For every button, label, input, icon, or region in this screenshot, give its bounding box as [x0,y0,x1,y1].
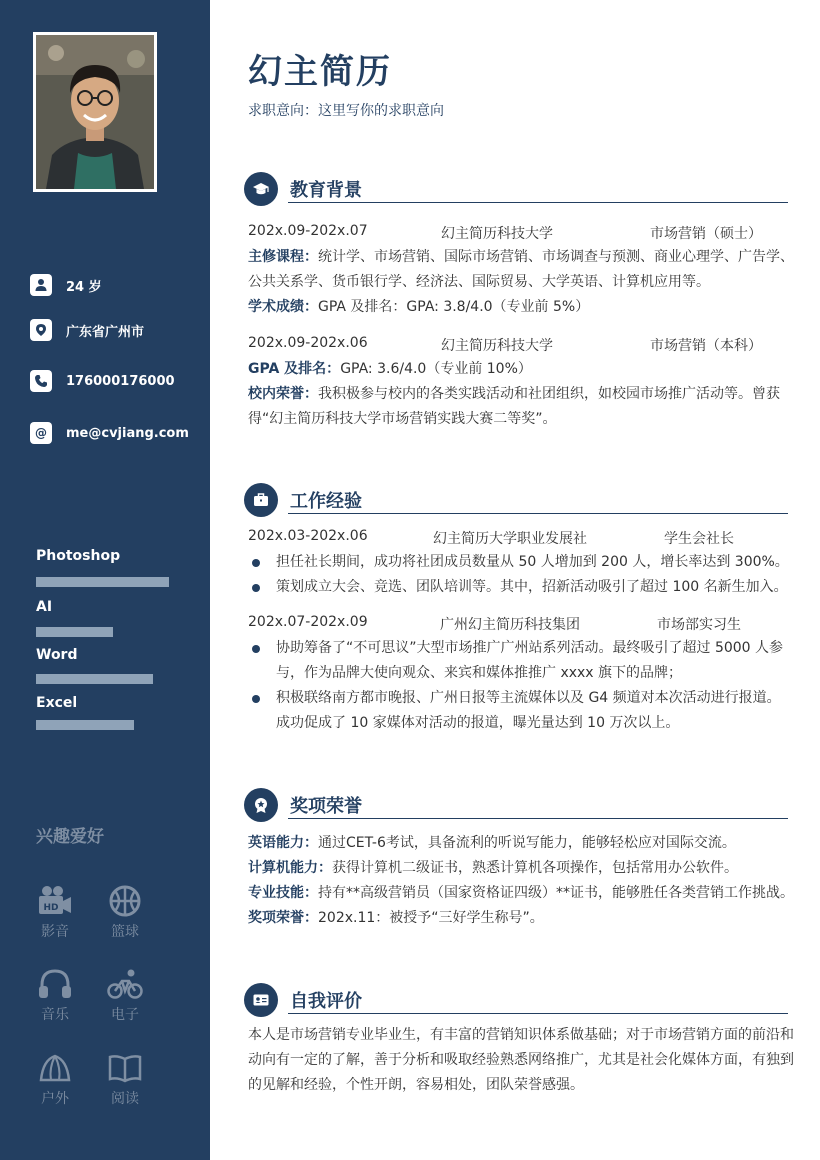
skill-name: Excel [36,695,78,711]
gpa-text: GPA: 3.6/4.0（专业前 10%） [340,361,532,377]
briefcase-icon [244,483,278,517]
person-icon [30,274,52,296]
section-title: 奖项荣誉 [290,796,362,817]
award-item [248,906,794,931]
skill-bar-track [36,720,169,730]
work-bullet: 策划成立大会、竞选、团队培训等。其中，招新活动吸引了超过 100 名新生加入。 [248,575,794,600]
courses-label: 主修课程： [248,249,318,265]
contact-email [30,422,189,444]
at-sign-icon [30,422,52,444]
award-text: 202x.11：被授予“三好学生称号”。 [318,910,544,926]
award-text: 通过CET-6考试，具备流利的听说写能力，能够轻松应对国际交流。 [318,835,736,851]
hobby-label: 阅读 [111,1091,139,1107]
edu-honor [248,382,794,432]
hobby-label: 篮球 [111,924,139,940]
section-divider [288,513,788,514]
work-entry-header [248,528,788,548]
edu-score [248,295,794,320]
edu-gpa [248,357,794,382]
edu-courses [248,245,794,295]
svg-text:HD: HD [43,903,59,913]
section-education-header [244,172,788,206]
section-awards-header [244,788,788,822]
location-text: 广东省广州市 [66,324,145,340]
contact-age [30,274,102,296]
work-period: 202x.07-202x.09 [248,614,368,630]
hobby-item [30,968,80,1024]
hobby-item [100,968,150,1024]
edu-period: 202x.09-202x.06 [248,335,368,351]
work-bullet: 积极联络南方都市晚报、广州日报等主流媒体以及 G4 频道对本次活动进行报道。成功促成了 10 家媒体对活动的报道，曝光量达到 10 万次以上。 [248,686,794,736]
work-bullet: 担任社长期间，成功将社团成员数量从 50 人增加到 200 人，增长率达到 300%。 [248,550,794,575]
hobby-label: 电子 [111,1007,139,1023]
svg-text:@: @ [35,426,47,440]
email-text: me@cvjiang.com [66,425,189,441]
work-role: 学生会社长 [664,531,734,547]
contact-location [30,319,144,341]
cyclist-icon [107,968,143,1000]
honor-label: 校内荣誉： [248,386,318,402]
person-portrait-image [36,35,154,189]
hobby-item [30,1052,80,1108]
section-work-header [244,483,788,517]
self-eval-text: 本人是市场营销专业毕业生，有丰富的营销知识体系做基础；对于市场营销方面的前沿和动向有一定的了解，善于分析和吸取经验熟悉网络推广，尤其是社会化媒体方面，有独到的见解和经验，个性开朗，容易相处，团队荣誉感强。 [248,1027,794,1093]
section-divider [288,202,788,203]
skill-name: AI [36,599,53,615]
work-period: 202x.03-202x.06 [248,528,368,544]
award-item [248,831,794,856]
edu-school: 幻主简历科技大学 [441,338,553,354]
job-intent: 求职意向：这里写你的求职意向 [248,103,444,119]
award-item [248,881,794,906]
hobbies-title: 兴趣爱好 [36,827,104,847]
hobby-label: 音乐 [41,1007,69,1023]
contact-phone [30,370,175,392]
age-text: 24 岁 [66,279,102,295]
gpa-label: GPA 及排名： [248,361,341,377]
skill-bar-track [36,627,169,637]
award-label: 专业技能： [248,885,318,901]
work-org: 幻主简历大学职业发展社 [433,531,587,547]
award-text: 持有**高级营销员（国家资格证四级）**证书，能够胜任各类营销工作挑战。 [318,885,794,901]
skill-name: Photoshop [36,548,121,564]
resume-name: 幻主简历 [248,52,392,92]
edu-major: 市场营销（硕士） [650,226,762,242]
skill-bar [36,674,153,684]
location-pin-icon [30,319,52,341]
score-label: 学术成绩： [248,299,318,315]
book-icon [107,1052,143,1084]
edu-period: 202x.09-202x.07 [248,223,368,239]
section-title: 教育背景 [290,180,362,201]
award-label: 英语能力： [248,835,318,851]
section-title: 工作经验 [290,491,362,512]
hobby-item [100,885,150,941]
skill-bar [36,720,134,730]
skill-bar-track [36,577,169,587]
tent-icon [37,1052,73,1084]
basketball-icon [107,885,143,917]
award-label: 计算机能力： [248,860,332,876]
main-content [210,0,820,1160]
award-text: 获得计算机二级证书，熟悉计算机各项操作，包括常用办公软件。 [332,860,738,876]
work-bullet: 协助筹备了“不可思议”大型市场推广广州站系列活动。最终吸引了超过 5000 人参与，作为品牌大使向观众、来宾和媒体推推广 xxxx 旗下的品牌； [248,636,794,686]
skill-name: Word [36,647,78,663]
education-entry-header [248,335,788,355]
hobby-item [100,1052,150,1108]
courses-text: 统计学、市场营销、国际市场营销、市场调查与预测、商业心理学、广告学、公共关系学、货币银行学、经济法、国际贸易、大学英语、计算机应用等。 [248,249,794,290]
section-divider [288,1013,788,1014]
honor-text: 我积极参与校内的各类实践活动和社团组织，如校园市场推广活动等。曾获得“幻主简历科技大学市场营销实践大赛二等奖”。 [248,386,780,427]
hobby-label: 影音 [41,924,69,940]
hobby-item [30,885,80,941]
headphones-icon [37,968,73,1000]
id-card-icon [244,983,278,1017]
edu-major: 市场营销（本科） [650,338,762,354]
award-item [248,856,794,881]
profile-photo [33,32,157,192]
award-medal-icon [244,788,278,822]
edu-school: 幻主简历科技大学 [441,226,553,242]
work-org: 广州幻主简历科技集团 [440,617,580,633]
video-camera-icon [37,885,73,917]
work-role: 市场部实习生 [657,617,741,633]
award-label: 奖项荣誉： [248,910,318,926]
skill-bar-track [36,674,169,684]
section-divider [288,818,788,819]
phone-icon [30,370,52,392]
section-title: 自我评价 [290,991,362,1012]
phone-text: 176000176000 [66,373,175,389]
score-text: GPA 及排名：GPA: 3.8/4.0（专业前 5%） [318,299,590,315]
education-entry-header [248,223,788,243]
skill-bar [36,577,169,587]
section-self-eval-header [244,983,788,1017]
hobby-label: 户外 [41,1091,69,1107]
work-entry-header [248,614,788,634]
graduation-cap-icon [244,172,278,206]
sidebar [0,0,210,1160]
skill-bar [36,627,113,637]
